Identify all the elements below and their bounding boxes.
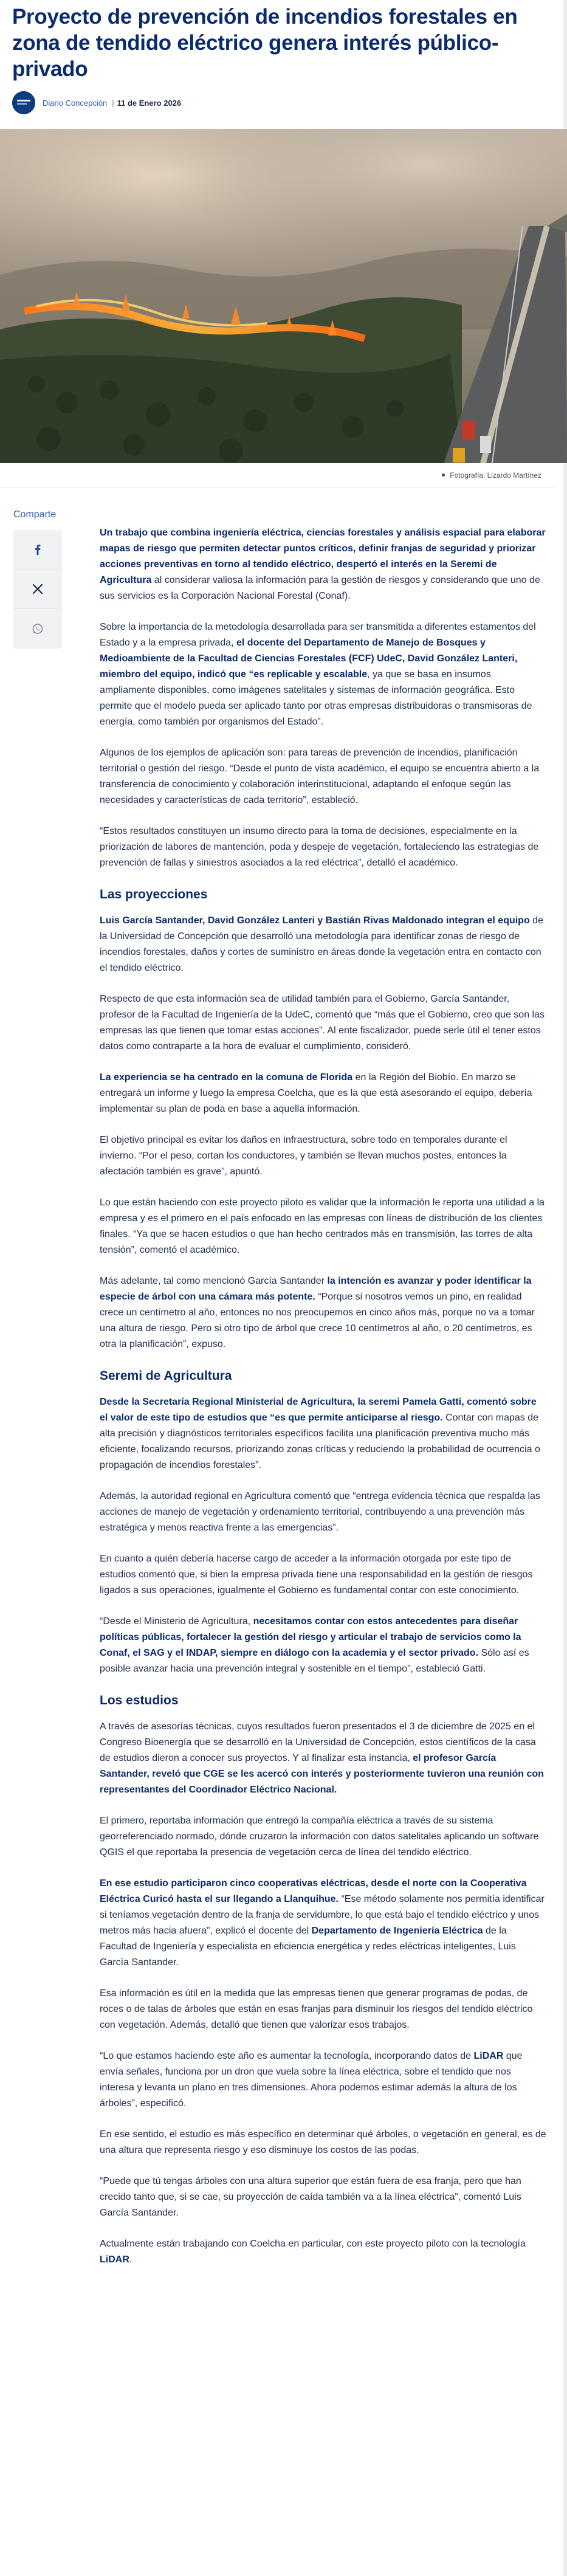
section-heading-seremi: Seremi de Agricultura (100, 1369, 232, 1383)
article-title: Proyecto de prevención de incendios forestales en zona de tendido eléctrico genera interés público-privado (12, 5, 518, 81)
paragraph: Algunos de los ejemplos de aplicación son: para tareas de prevención de incendios, planificación territorial o gestión del riesgo. “Desde el punto de vista académico, el equipo se encuentra abierto a la transferencia de conocimiento y colaboración interinstitucional, adaptando el enfoque según las necesidades y características de cada territorio”, estableció. (100, 748, 540, 805)
share-facebook-button[interactable] (13, 530, 62, 570)
paragraph: Un trabajo que combina ingeniería eléctrica, ciencias forestales y análisis espacial para elaborar mapas de riesgo que permiten detectar puntos críticos, definir franjas de seguridad y priorizar acciones preventivas en torno al tendido eléctrico, despertó el interés en la Seremi de Agricultura al considerar valiosa la información para la gestión de riesgos y considerando que uno de sus servicios es la Corporación Nacional Forestal (Conaf). (100, 528, 546, 601)
bold-text: necesitamos contar con estos antecedentes para diseñar políticas públicas, fortalecer la gestión del riesgo y articular el trabajo de servicios como la Conaf, el SAG y el INDAP, siempre en diálogo con la academia y el sector privado. (100, 1616, 521, 1658)
bold-text: Un trabajo que combina ingeniería eléctrica, ciencias forestales y análisis espacial para elaborar mapas de riesgo que permiten detectar puntos críticos, definir franjas de seguridad y priorizar acciones preventivas en torno al tendido eléctrico, despertó el interés en la Seremi de Agricultura (100, 528, 546, 585)
bold-text: La experiencia se ha centrado en la comuna de Florida (100, 1072, 353, 1083)
x-icon (32, 584, 43, 594)
share-label: Comparte (13, 509, 57, 520)
diario-concepcion-logo-icon (12, 91, 35, 114)
bold-text: el profesor García Santander, reveló que CGE se les acercó con interés y posteriormente tuvieron una reunión con representantes del Coordinador Eléctrico Nacional. (100, 1753, 544, 1795)
source-link[interactable]: Diario Concepción (43, 98, 108, 108)
paragraph: El objetivo principal es evitar los daños en infraestructura, sobre todo en temporales durante el invierno. “Por el peso, cortan los conductores, y también se llevan muchos postes, entonces la afectación también es grave”, apuntó. (100, 1135, 507, 1177)
share-whatsapp-button[interactable] (13, 609, 62, 649)
share-column (0, 509, 97, 2283)
paragraph: En ese estudio participaron cinco cooperativas eléctricas, desde el norte con la Cooperativa Eléctrica Curicó hasta el sur llegando a Llanquihue. “Ese método solamente nos permitía identificar si teníamos vegetación dentro de la franja de servidumbre, lo que está bajo el tendido eléctrico y unos metros más hacia afuera”, explicó el docente del Departamento de Ingeniería Eléctrica de la Facultad de Ingeniería y especialista en eficiencia energética y redes eléctricas inteligentes, Luis García Santander. (100, 1878, 545, 1968)
facebook-icon (32, 543, 44, 556)
bold-text: Departamento de Ingeniería Eléctrica (311, 1926, 483, 1936)
paragraph: Actualmente están trabajando con Coelcha en particular, con este proyecto piloto con la tecnología LiDAR. (100, 2239, 526, 2265)
article-content (0, 509, 567, 2283)
paragraph: “Desde el Ministerio de Agricultura, necesitamos contar con estos antecedentes para diseñar políticas públicas, fortalecer la gestión del riesgo y articular el trabajo de servicios como la Conaf, el SAG y el INDAP, siempre en diálogo con la academia y el sector privado. Sólo así es posible avanzar hacia una prevención integral y sostenible en el tiempo”, estableció Gatti. (100, 1616, 529, 1674)
photo-credit: Fotografía: Lizardo Martínez (450, 470, 541, 480)
paragraph: “Lo que estamos haciendo este año es aumentar la tecnología, incorporando datos de LiDAR que envía señales, funciona por un dron que vuela sobre la línea eléctrica, sobre el tendido que nos interesa y levanta un plano en tres dimensiones. Ahora podemos estimar además la altura de los árboles”, especificó. (100, 2051, 523, 2109)
article-body (100, 509, 546, 2283)
bold-text: LiDAR (100, 2254, 129, 2265)
paragraph: En cuanto a quién debería hacerse cargo de acceder a la información otorgada por este tipo de estudios comentó que, si bien la empresa privada tiene una responsabilidad en la gestión de riesgos ligados a sus operaciones, igualmente el Gobierno es fundamental contar con este conocimiento. (100, 1554, 533, 1596)
paragraph: “Estos resultados constituyen un insumo directo para la toma de decisiones, especialmente en la priorización de labores de mantención, poda y despeje de vegetación, fortaleciendo las estrategias de prevención de fallas y siniestros asociados a la red eléctrica”, detalló el académico. (100, 826, 539, 868)
paragraph: A través de asesorías técnicas, cuyos resultados fueron presentados el 3 de diciembre de 2025 en el Congreso Bioenergía que se desarrolló en la Universidad de Concepción, estos científicos de la casa de estudios dieron a conocer sus proyectos. Y al finalizar esta instancia, el profesor García Santander, reveló que CGE se les acercó con interés y posteriormente tuvieron una reunión con representantes del Coordinador Eléctrico Nacional. (100, 1721, 544, 1795)
paragraph: Además, la autoridad regional en Agricultura comentó que “entrega evidencia técnica que respalda las acciones de manejo de vegetación y ordenamiento territorial, contribuyendo a una prevención más estratégica y menos reactiva frente a las emergencias”. (100, 1491, 540, 1533)
share-x-button[interactable] (13, 570, 62, 609)
bold-text: LiDAR (473, 2051, 504, 2061)
section-heading-estudios: Los estudios (100, 1693, 179, 1707)
paragraph: Esa información es útil en la medida que las empresas tienen que generar programas de podas, de roces o de talas de árboles que están en esas franjas para disminuir los riesgos del tendido eléctrico con vegetación. Además, detalló que tienen que valorizar esos trabajos. (100, 1988, 533, 2030)
paragraph: Sobre la importancia de la metodología desarrollada para ser transmitida a diferentes estamentos del Estado y a la empresa privada, el docente del Departamento de Manejo de Bosques y Medioambiente de la Facultad de Ciencias Forestales (FCF) UdeC, David González Lanteri, miembro del equipo, indicó que “es replicable y escalable, ya que se basa en insumos ampliamente disponibles, como imágenes satelitales y sistemas de información geográfica. Esto permite que el modelo pueda ser aplicado tanto por otras empresas distribuidoras o transmisoras de energía, como también por organismos del Estado”. (100, 622, 536, 727)
wildfire-road-photo (0, 129, 567, 463)
publish-date: 11 de Enero 2026 (117, 98, 182, 108)
paragraph: Lo que están haciendo con este proyecto piloto es validar que la información le reporta una utilidad a la empresa y es el primero en el país enfocado en las empresas con líneas de distribución de los clientes finales. “Ya que se hacen estudios o que han hecho centrados más en transmisión, las torres de alta tensión”, comentó el académico. (100, 1197, 545, 1255)
paragraph: “Puede que tú tengas árboles con una altura superior que están fuera de esa franja, pero que han crecido tanto que, si se cae, su proyección de caída también va a la línea eléctrica”, comentó Luis García Santander. (100, 2176, 521, 2218)
paragraph: La experiencia se ha centrado en la comuna de Florida en la Región del Biobío. En marzo se entregará un informe y luego la empresa Coelcha, que es la que está asesorando el equipo, debería implementar su plan de poda en base a aquella información. (100, 1072, 532, 1114)
paragraph: El primero, reportaba información que entregó la compañía eléctrica a través de su sistema georreferenciado normado, dónde cruzaron la información con datos satelitales aplicando un software QGIS el que reportaba la presencia de vegetación cerca de línea del tendido eléctrico. (100, 1816, 539, 1858)
paragraph: Respecto de que esta información sea de utilidad también para el Gobierno, García Santander, profesor de la Facultad de Ingeniería de la UdeC, comentó que “más que el Gobierno, creo que son las empresas las que tienen que tomar estas acciones”. Al ente fiscalizador, puede serle útil el tener estos datos como contraparte a la hora de evaluar el cumplimiento, consideró. (100, 994, 545, 1052)
paragraph: Más adelante, tal como mencionó García Santander la intención es avanzar y poder identificar la especie de árbol con una cámara más potente. “Porque si nosotros vemos un pino, en realidad crece un centímetro al año, entonces no nos preocupemos en cinco años más, porque no va a tomar una altura de riesgo. Pero si otro tipo de árbol que crece 10 centímetros al año, o 20 centímetros, es otra la planificación”, expuso. (100, 1276, 535, 1349)
article-header (0, 0, 567, 116)
bold-text: En ese estudio participaron cinco cooperativas eléctricas, desde el norte con la Cooperativa Eléctrica Curicó hasta el sur llegando a Llanquihue. (100, 1878, 527, 1904)
article-meta (12, 89, 555, 116)
whatsapp-icon (32, 623, 44, 635)
section-heading-proyecciones: Las proyecciones (100, 887, 208, 901)
meta-separator: | (112, 98, 114, 108)
bold-text: Luis García Santander, David González Lanteri y Bastián Rivas Maldonado integran el equipo (100, 915, 530, 926)
hero-image (0, 129, 567, 463)
photo-credit-row (0, 463, 556, 487)
paragraph: Luis García Santander, David González Lanteri y Bastián Rivas Maldonado integran el equipo de la Universidad de Concepción que desarrolló una metodología para identificar zonas de riesgo de incendios forestales, daños y cortes de suministro en áreas donde la vegetación entra en contacto con el tendido eléctrico. (100, 915, 543, 973)
credit-bullet (442, 474, 445, 477)
paragraph: En ese sentido, el estudio es más específico en determinar qué árboles, o vegetación en general, es de una altura que representa riesgo y eso disminuye los costos de las podas. (100, 2129, 546, 2155)
source-logo[interactable] (12, 91, 35, 114)
paragraph: Desde la Secretaría Regional Ministerial de Agricultura, la seremi Pamela Gatti, comentó sobre el valor de este tipo de estudios que “es que permite anticiparse al riesgo. Contar con mapas de alta precisión y diagnósticos territoriales específicos facilita una planificación preventiva mucho más eficiente, focalizando recursos, priorizando zonas críticas y reduciendo la probabilidad de ocurrencia o propagación de incendios forestales”. (100, 1397, 540, 1470)
bold-text: el docente del Departamento de Manejo de Bosques y Medioambiente de la Facultad de Ciencias Forestales (FCF) UdeC, David González Lanteri, miembro del equipo, indicó que “es replicable y escalable (100, 638, 518, 680)
share-buttons (13, 530, 62, 649)
bold-text: Desde la Secretaría Regional Ministerial de Agricultura, la seremi Pamela Gatti, comentó sobre el valor de este tipo de estudios que “es que permite anticiparse al riesgo. (100, 1397, 537, 1423)
bold-text: la intención es avanzar y poder identificar la especie de árbol con una cámara más potente. (100, 1276, 532, 1302)
